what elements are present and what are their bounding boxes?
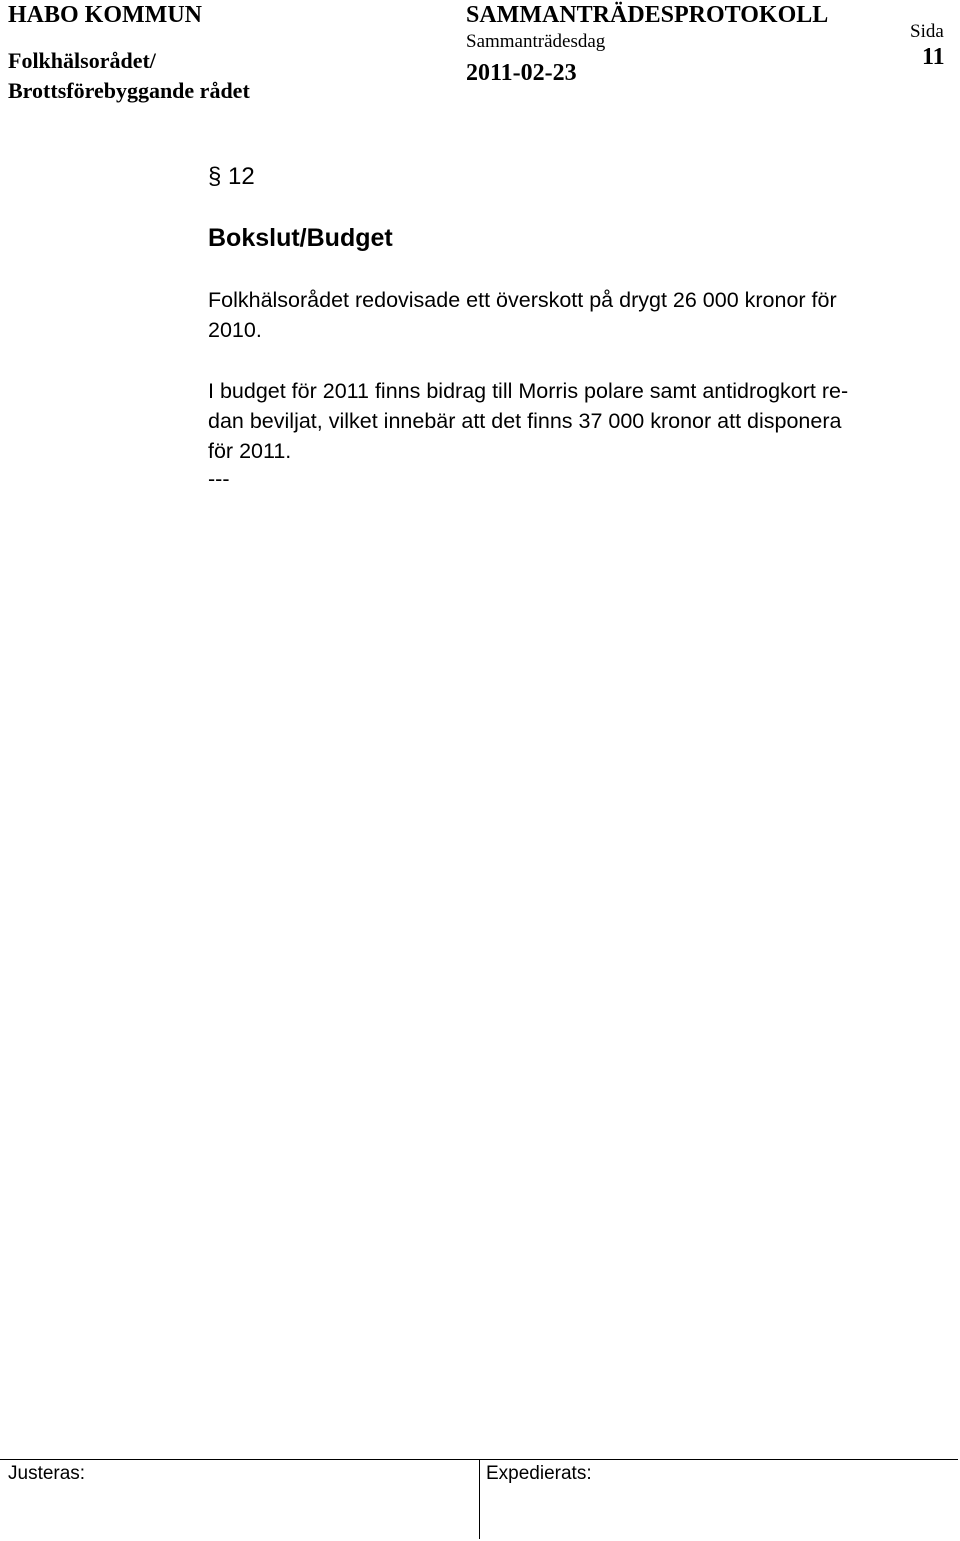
justeras-label: Justeras: bbox=[8, 1463, 86, 1484]
paragraph-budget bbox=[208, 376, 943, 466]
meeting-date-label: Sammanträdesdag bbox=[466, 31, 606, 52]
section-title: Bokslut/Budget bbox=[208, 224, 393, 252]
paragraph-line: dan beviljat, vilket innebär att det finns 37 000 kronor att disponera bbox=[208, 409, 842, 433]
expedierats-label: Expedierats: bbox=[486, 1463, 592, 1484]
organization-name: HABO KOMMUN bbox=[8, 2, 202, 28]
committee-name bbox=[8, 46, 250, 106]
committee-name-line-1: Folkhälsorådet/ bbox=[8, 48, 156, 73]
meeting-date: 2011-02-23 bbox=[466, 60, 577, 86]
page-label: Sida bbox=[910, 21, 944, 42]
document-type: SAMMANTRÄDESPROTOKOLL bbox=[466, 2, 829, 28]
committee-name-line-2: Brottsförebyggande rådet bbox=[8, 78, 250, 103]
paragraph-line: 2010. bbox=[208, 318, 262, 342]
section-end-mark: --- bbox=[208, 467, 230, 491]
page-number: 11 bbox=[922, 44, 945, 70]
paragraph-surplus bbox=[208, 285, 943, 345]
section-number: § 12 bbox=[208, 163, 255, 190]
paragraph-line: I budget för 2011 finns bidrag till Morris polare samt antidrogkort re- bbox=[208, 379, 849, 403]
paragraph-line: för 2011. bbox=[208, 439, 292, 463]
footer-divider bbox=[479, 1459, 480, 1539]
paragraph-line: Folkhälsorådet redovisade ett överskott på drygt 26 000 kronor för bbox=[208, 288, 837, 312]
